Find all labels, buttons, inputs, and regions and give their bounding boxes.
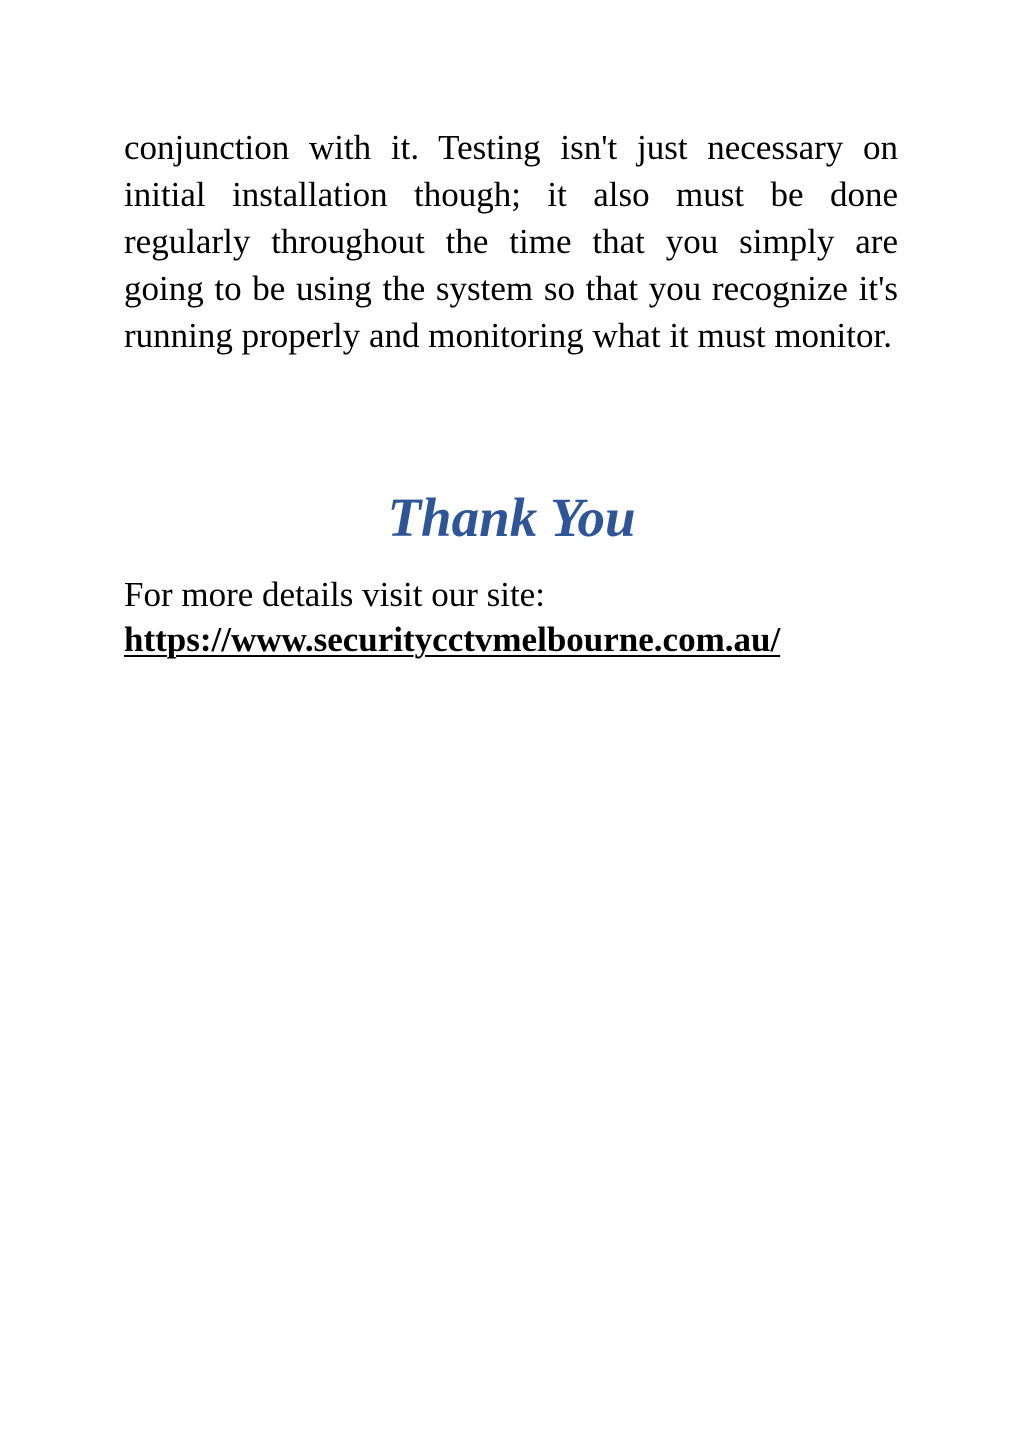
thank-you-heading: Thank You (387, 487, 636, 548)
details-label: For more details visit our site: (124, 575, 545, 614)
website-link[interactable]: https://www.securitycctvmelbourne.com.au/ (124, 620, 781, 659)
body-paragraph: conjunction with it. Testing isn't just necessary on initial installation though; it also must be done regularly throughout the time that you simply are going to be using the system so that you recognize it's running properly and monitoring what it must monitor. (124, 128, 898, 355)
